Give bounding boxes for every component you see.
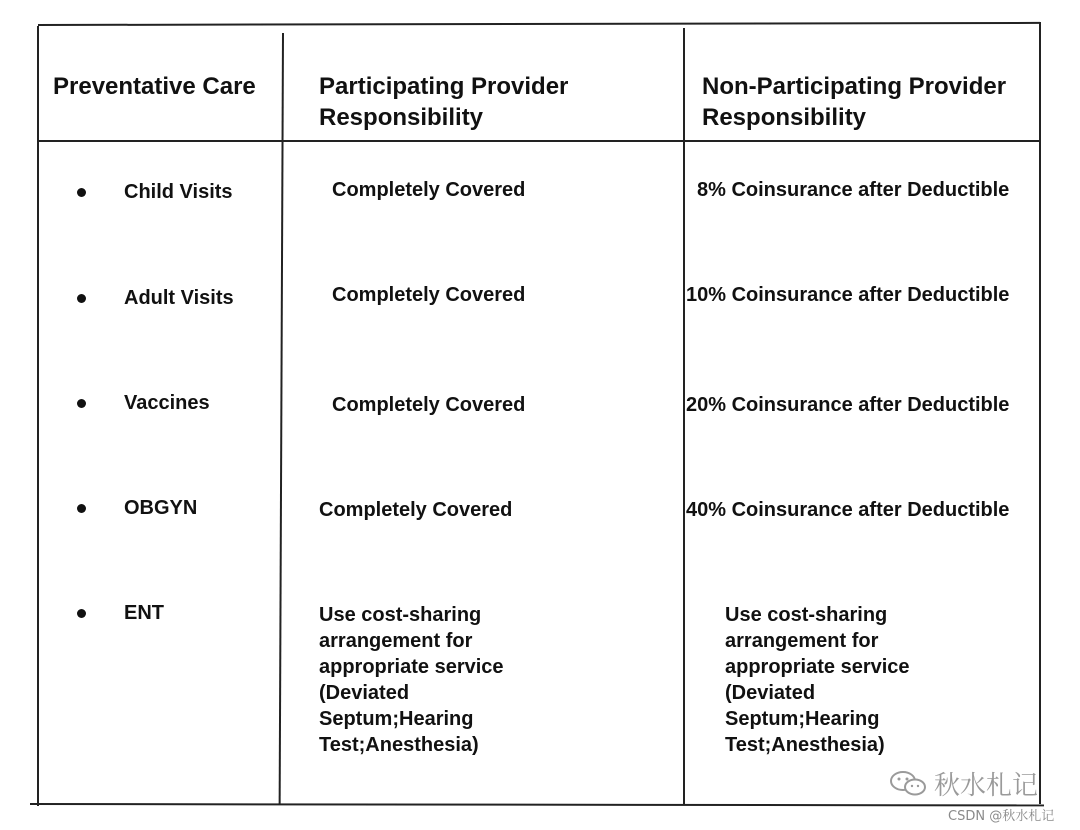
bullet-icon	[77, 399, 86, 408]
non-participating-obgyn: 40% Coinsurance after Deductible	[686, 499, 1010, 521]
non-participating-child-visits: 8% Coinsurance after Deductible	[697, 179, 1010, 201]
participating-obgyn: Completely Covered	[319, 499, 513, 521]
header-divider	[38, 140, 1040, 142]
bullet-icon	[77, 188, 86, 197]
bullet-icon	[77, 609, 86, 618]
service-vaccines: Vaccines	[124, 392, 210, 414]
bullet-icon	[77, 294, 86, 303]
column-divider-1	[279, 33, 284, 805]
watermark	[888, 760, 1068, 828]
non-participating-vaccines: 20% Coinsurance after Deductible	[686, 394, 1010, 416]
service-obgyn: OBGYN	[124, 497, 198, 519]
bullet-icon	[77, 504, 86, 513]
service-ent: ENT	[124, 602, 164, 624]
participating-adult-visits: Completely Covered	[332, 284, 526, 306]
table-border-top	[38, 22, 1040, 26]
non-participating-adult-visits: 10% Coinsurance after Deductible	[686, 284, 1010, 306]
header-preventative-care: Preventative Care	[53, 73, 256, 100]
table-border-left	[37, 26, 39, 806]
service-adult-visits: Adult Visits	[124, 287, 234, 309]
column-divider-2	[683, 28, 685, 805]
wechat-icon	[888, 768, 928, 798]
participating-vaccines: Completely Covered	[332, 394, 526, 416]
watermark-credit: CSDN @秋水札记	[948, 809, 1055, 824]
header-participating-provider: Participating Provider Responsibility	[319, 73, 569, 131]
watermark-brand: 秋水札记	[934, 771, 1039, 801]
service-child-visits: Child Visits	[124, 181, 233, 203]
participating-ent: Use cost-sharing arrangement for appropriate service (Deviated Septum;Hearing Test;Anesthesia)	[319, 604, 504, 756]
non-participating-ent: Use cost-sharing arrangement for appropriate service (Deviated Septum;Hearing Test;Anesthesia)	[725, 604, 910, 756]
participating-child-visits: Completely Covered	[332, 179, 526, 201]
header-non-participating-provider: Non-Participating Provider Responsibility	[702, 73, 1007, 131]
